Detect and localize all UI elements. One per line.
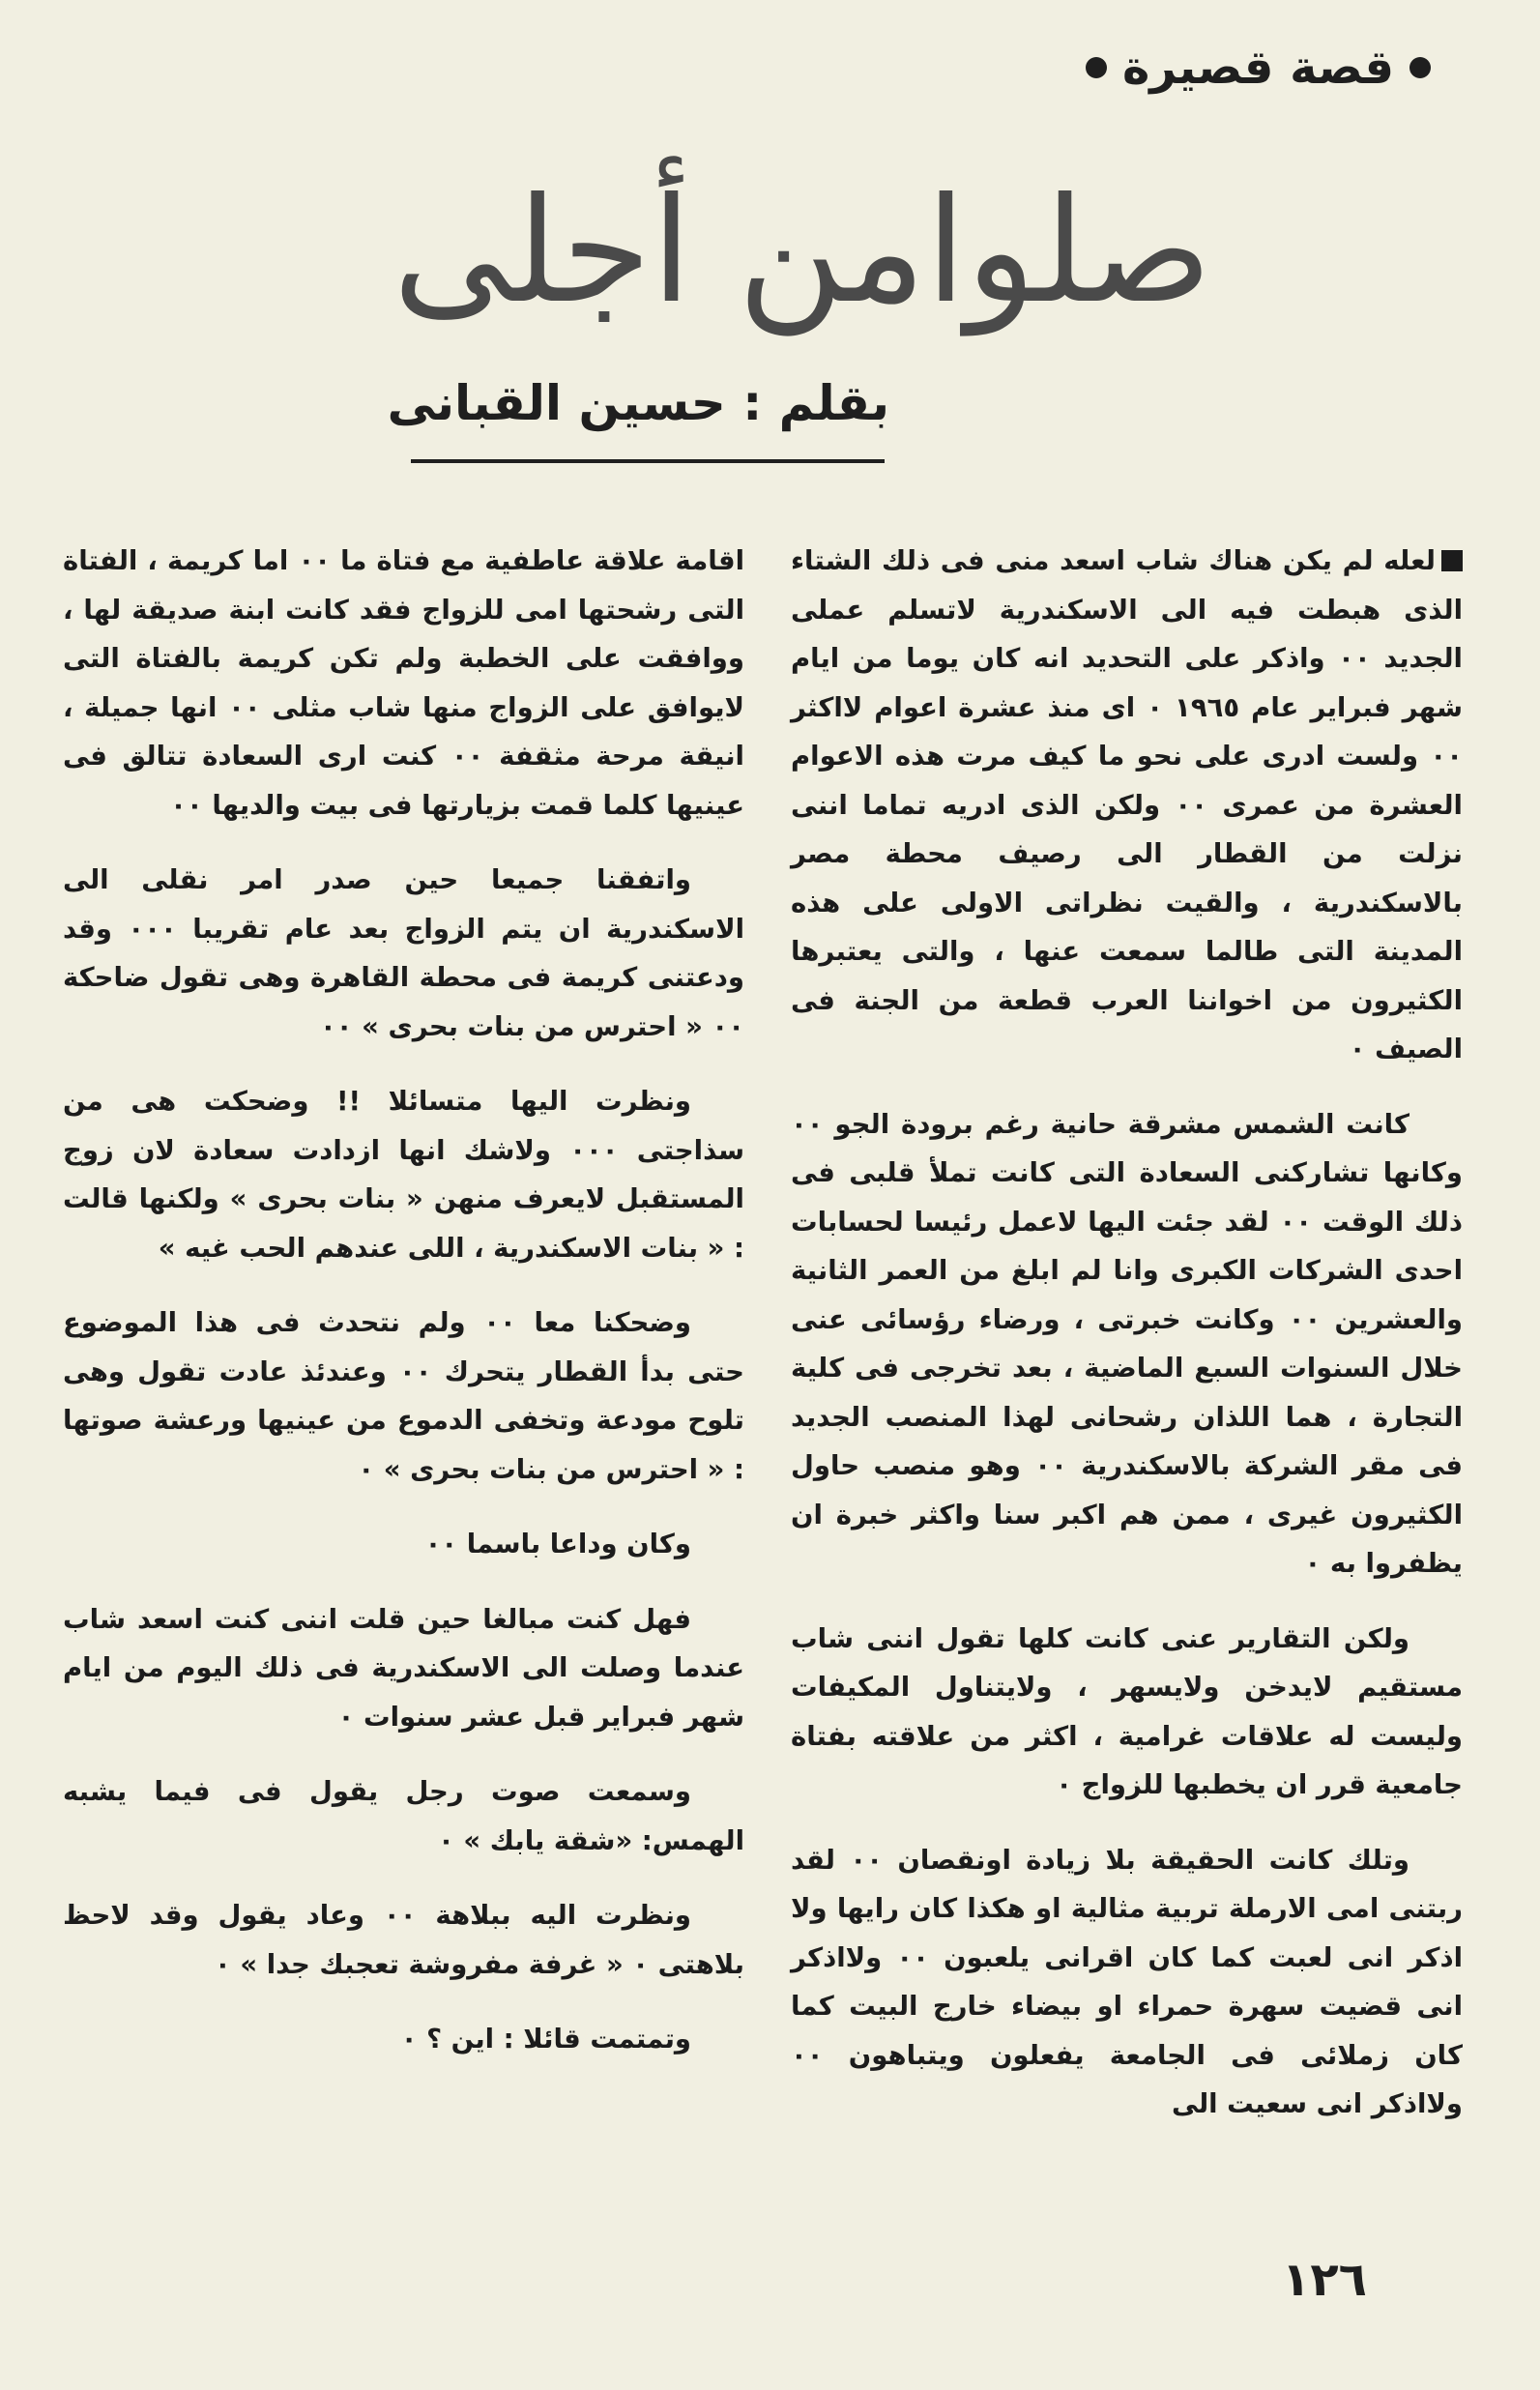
paragraph-start-square-icon xyxy=(1441,550,1463,571)
paragraph: فهل كنت مبالغا حين قلت اننى كنت اسعد شاب عندما وصلت الى الاسكندرية فى ذلك اليوم من ايام شهر فبراير قبل عشر سنوات ٠ xyxy=(63,1603,744,1733)
paragraph: وسمعت صوت رجل يقول فى فيما يشبه الهمس: «شقة يابك » ٠ xyxy=(63,1776,744,1856)
page-number: ١٢٦ xyxy=(1282,2253,1367,2307)
bullet-dot-icon xyxy=(1086,57,1107,78)
paragraph: ونظرت اليه ببلاهة ٠٠ وعاد يقول وقد لاحظ بلاهتى ٠ « غرفة مفروشة تعجبك جدا » ٠ xyxy=(63,1900,744,1980)
author-byline: بقلم : حسين القبانى xyxy=(387,375,889,431)
paragraph: وتلك كانت الحقيقة بلا زيادة اونقصان ٠٠ لقد ربتنى امى الارملة تربية مثالية او هكذا كان رايها ولا اذكر انى لعبت كما كان اقرانى يلعبون ٠٠ ولااذكر انى قضيت سهرة حمراء او بيضاء خارج البيت كما كان زملائى فى الجامعة يفعلون ويتباهون ٠٠ ولااذكر انى سعيت الى xyxy=(791,1844,1463,2119)
story-title: صلوامن أجلى xyxy=(392,167,1212,335)
article-column-right xyxy=(791,537,1463,2155)
paragraph: اقامة علاقة عاطفية مع فتاة ما ٠٠ اما كريمة ، الفتاة التى رشحتها امى للزواج فقد كانت ابنة صديقة لها ، ووافقت على الخطبة ولم تكن كريمة بالفتاة التى لايوافق على الزواج منها شاب مثلى ٠٠ انها جميلة ، انيقة مرحة مثقفة ٠٠ كنت ارى السعادة تتالق فى عينيها كلما قمت بزيارتها فى بيت والديها ٠٠ xyxy=(63,545,745,821)
paragraph: ولكن التقارير عنى كانت كلها تقول اننى شاب مستقيم لايدخن ولايسهر ، ولايتناول المكيفات وليست له علاقات غرامية ، اكثر من علاقته بفتاة جامعية قرر ان يخطبها للزواج ٠ xyxy=(791,1622,1463,1800)
kicker-text: قصة قصيرة xyxy=(1121,41,1394,95)
paragraph xyxy=(791,537,1463,1074)
paragraph: وتمتمت قائلا : اين ؟ ٠ xyxy=(400,2024,691,2055)
bullet-dot-icon xyxy=(1409,57,1431,78)
paragraph: وكان وداعا باسما ٠٠ xyxy=(424,1529,691,1559)
paragraph: كانت الشمس مشرقة حانية رغم برودة الجو ٠٠ وكانها تشاركنى السعادة التى كانت تملأ قلبى فى ذلك الوقت ٠٠ لقد جئت اليها لاعمل رئيسا لحسابات احدى الشركات الكبرى وانا لم ابلغ من العمر الثانية والعشرين ٠٠ وكانت خبرتى ، ورضاء رؤسائى عنى خلال السنوات السبع الماضية ، بعد تخرجى فى كلية التجارة ، هما اللذان رشحانى لهذا المنصب الجديد فى مقر الشركة بالاسكندرية ٠٠ وهو منصب حاول الكثيرون غيرى ، ممن هم اكبر سنا واكثر خبرة ان يظفروا به ٠ xyxy=(791,1108,1464,1579)
section-kicker xyxy=(773,41,1431,95)
paragraph: واتفقنا جميعا حين صدر امر نقلى الى الاسكندرية ان يتم الزواج بعد عام تقريبا ٠٠٠ وقد ودعتنى كريمة فى محطة القاهرة وهى تقول ضاحكة ٠٠ « احترس من بنات بحرى » ٠٠ xyxy=(63,864,745,1042)
paragraph: ونظرت اليها متسائلا !! وضحكت هى من سذاجتى ٠٠٠ ولاشك انها ازدادت سعادة لان زوج المستقبل لايعرف منهن « بنات بحرى » ولكنها قالت : « بنات الاسكندرية ، اللى عندهم الحب غيه » xyxy=(63,1086,744,1264)
byline-underline xyxy=(411,459,885,463)
paragraph: وضحكنا معا ٠٠ ولم نتحدث فى هذا الموضوع حتى بدأ القطار يتحرك ٠٠ وعندئذ عادت تقول وهى تلوح مودعة وتخفى الدموع من عينيها ورعشة صوتها : « احترس من بنات بحرى » ٠ xyxy=(63,1307,744,1485)
article-column-left xyxy=(63,537,744,2090)
paragraph-text: لعله لم يكن هناك شاب اسعد منى فى ذلك الشتاء الذى هبطت فيه الى الاسكندرية لاتسلم عملى الجديد ٠٠ واذكر على التحديد انه كان يوما من ايام شهر فبراير عام ١٩٦٥ ٠ اى منذ عشرة اعوام لااكثر ٠٠ ولست ادرى على نحو ما كيف مرت هذه الاعوام العشرة من عمرى ٠٠ ولكن الذى ادريه تماما اننى نزلت من القطار الى رصيف محطة مصر بالاسكندرية ، والقيت نظراتى الاولى على هذه المدينة التى طالما سمعت عنها ، والتى يعتبرها الكثيرون من اخواننا العرب قطعة من الجنة فى الصيف ٠ xyxy=(791,545,1463,1064)
